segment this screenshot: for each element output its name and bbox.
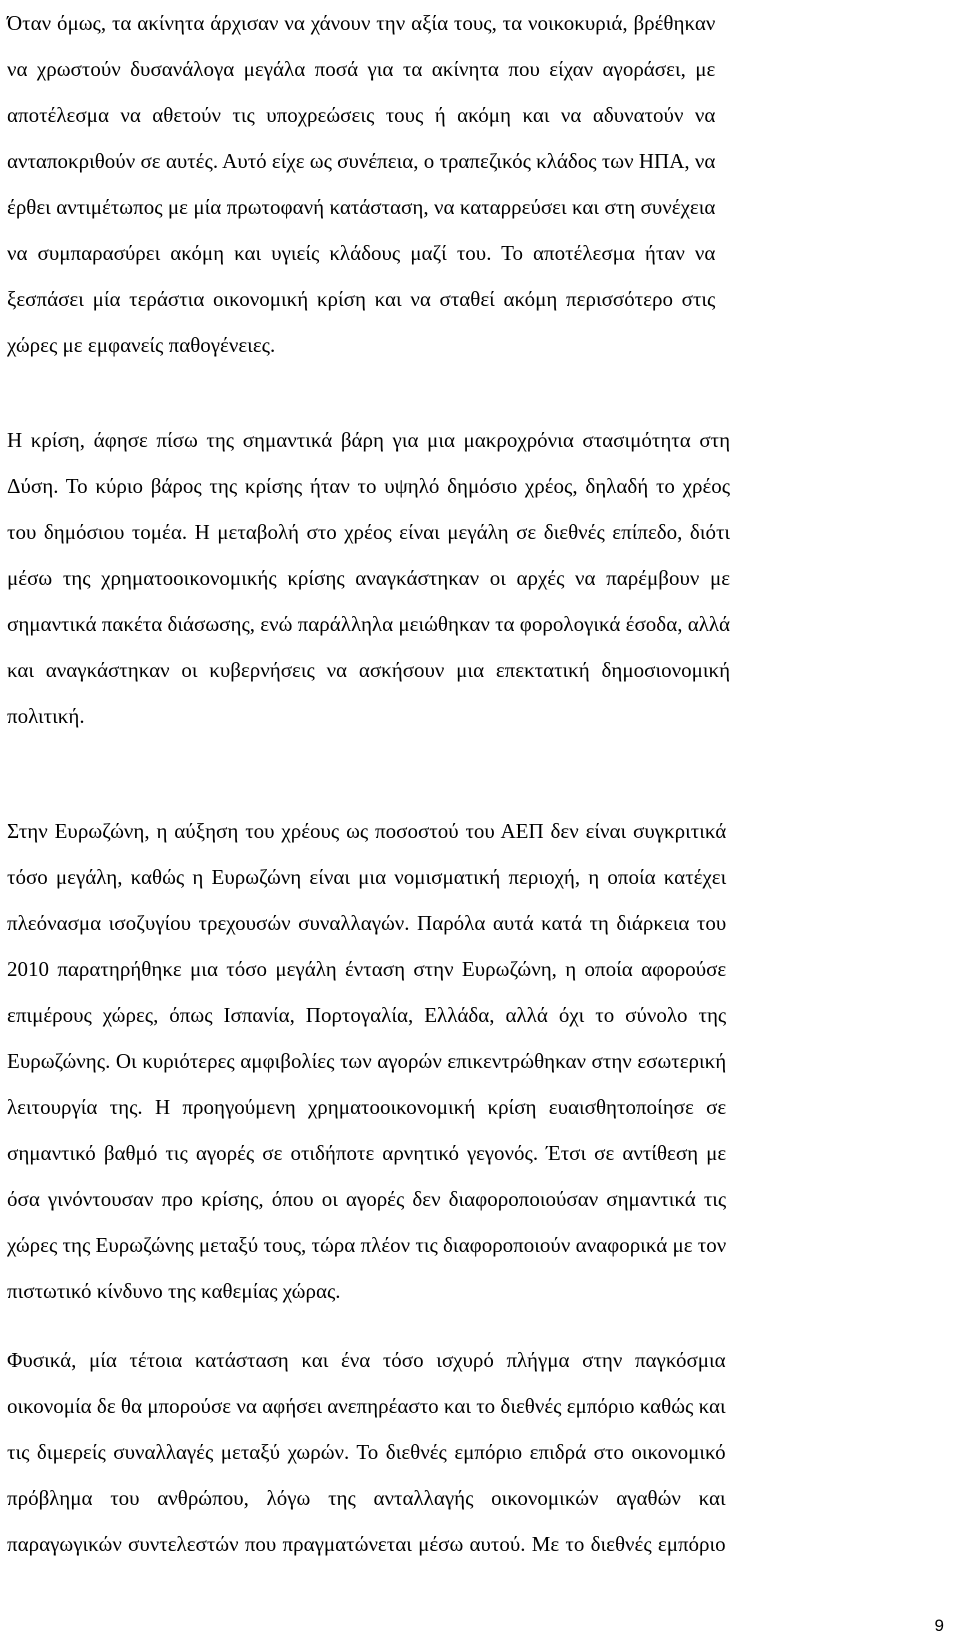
text-line: ανταποκριθούν σε αυτές. Αυτό είχε ως συνέπεια, ο τραπεζικός κλάδος των ΗΠΑ, να	[7, 149, 716, 173]
text-line: Στην Ευρωζώνη, η αύξηση του χρέους ως ποσοστού του ΑΕΠ δεν είναι συγκριτικά	[7, 819, 727, 843]
text-line: παραγωγικών συντελεστών που πραγματώνεται μέσω αυτού. Με το διεθνές εμπόριο	[7, 1532, 726, 1556]
text-line: Όταν όμως, τα ακίνητα άρχισαν να χάνουν την αξία τους, τα νοικοκυριά, βρέθηκαν	[7, 11, 716, 35]
text-line: τόσο μεγάλη, καθώς η Ευρωζώνη είναι μια νομισματική περιοχή, η οποία κατέχει	[7, 865, 727, 889]
page-number: 9	[934, 1616, 944, 1635]
text-line: και αναγκάστηκαν οι κυβερνήσεις να ασκήσουν μια επεκτατική δημοσιονομική	[7, 658, 731, 682]
text-line: του δημόσιου τομέα. Η μεταβολή στο χρέος είναι μεγάλη σε διεθνές επίπεδο, διότι	[7, 520, 731, 544]
text-line: πιστωτικό κίνδυνο της καθεμίας χώρας.	[7, 1279, 341, 1303]
text-line: Η κρίση, άφησε πίσω της σημαντικά βάρη για μια μακροχρόνια στασιμότητα στη	[7, 428, 731, 452]
paragraph-1	[7, 0, 715, 368]
text-line: αποτέλεσμα να αθετούν τις υποχρεώσεις τους ή ακόμη και να αδυνατούν να	[7, 103, 716, 127]
text-line: να συμπαρασύρει ακόμη και υγιείς κλάδους μαζί του. Το αποτέλεσμα ήταν να	[7, 241, 716, 265]
text-line: χώρες της Ευρωζώνης μεταξύ τους, τώρα πλέον τις διαφοροποιούν αναφορικά με τον	[7, 1233, 727, 1257]
text-line: λειτουργία της. Η προηγούμενη χρηματοοικονομική κρίση ευαισθητοποίησε σε	[7, 1095, 727, 1119]
text-line: οικονομία δε θα μπορούσε να αφήσει ανεπηρέαστο και το διεθνές εμπόριο καθώς και	[7, 1394, 726, 1418]
text-line: Φυσικά, μία τέτοια κατάσταση και ένα τόσο ισχυρό πλήγμα στην παγκόσμια	[7, 1348, 726, 1372]
text-line: πολιτική.	[7, 704, 85, 728]
text-line: χώρες με εμφανείς παθογένειες.	[7, 333, 276, 357]
text-line: πρόβλημα του ανθρώπου, λόγω της ανταλλαγής οικονομικών αγαθών και	[7, 1486, 726, 1510]
text-line: επιμέρους χώρες, όπως Ισπανία, Πορτογαλία, Ελλάδα, αλλά όχι το σύνολο της	[7, 1003, 727, 1027]
text-line: ξεσπάσει μία τεράστια οικονομική κρίση και να σταθεί ακόμη περισσότερο στις	[7, 287, 716, 311]
text-line: Ευρωζώνης. Οι κυριότερες αμφιβολίες των αγορών επικεντρώθηκαν στην εσωτερική	[7, 1049, 727, 1073]
paragraph-4	[7, 1337, 726, 1567]
text-line: μέσω της χρηματοοικονομικής κρίσης αναγκάστηκαν οι αρχές να παρέμβουν με	[7, 566, 731, 590]
text-line: να χρωστούν δυσανάλογα μεγάλα ποσά για τα ακίνητα που είχαν αγοράσει, με	[7, 57, 716, 81]
text-line: πλεόνασμα ισοζυγίου τρεχουσών συναλλαγών. Παρόλα αυτά κατά τη διάρκεια του	[7, 911, 727, 935]
text-line: έρθει αντιμέτωπος με μία πρωτοφανή κατάσταση, να καταρρεύσει και στη συνέχεια	[7, 195, 716, 219]
paragraph-2	[7, 417, 730, 739]
text-line: σημαντικό βαθμό τις αγορές σε οτιδήποτε αρνητικό γεγονός. Έτσι σε αντίθεση με	[7, 1141, 727, 1165]
text-line: τις διμερείς συναλλαγές μεταξύ χωρών. Το διεθνές εμπόριο επιδρά στο οικονομικό	[7, 1440, 726, 1464]
paragraph-3	[7, 808, 726, 1314]
text-line: όσα γινόντουσαν προ κρίσης, όπου οι αγορές δεν διαφοροποιούσαν σημαντικά τις	[7, 1187, 727, 1211]
text-line: Δύση. Το κύριο βάρος της κρίσης ήταν το υψηλό δημόσιο χρέος, δηλαδή το χρέος	[7, 474, 731, 498]
text-line: σημαντικά πακέτα διάσωσης, ενώ παράλληλα μειώθηκαν τα φορολογικά έσοδα, αλλά	[7, 612, 731, 636]
text-line: 2010 παρατηρήθηκε μια τόσο μεγάλη ένταση στην Ευρωζώνη, η οποία αφορούσε	[7, 957, 727, 981]
